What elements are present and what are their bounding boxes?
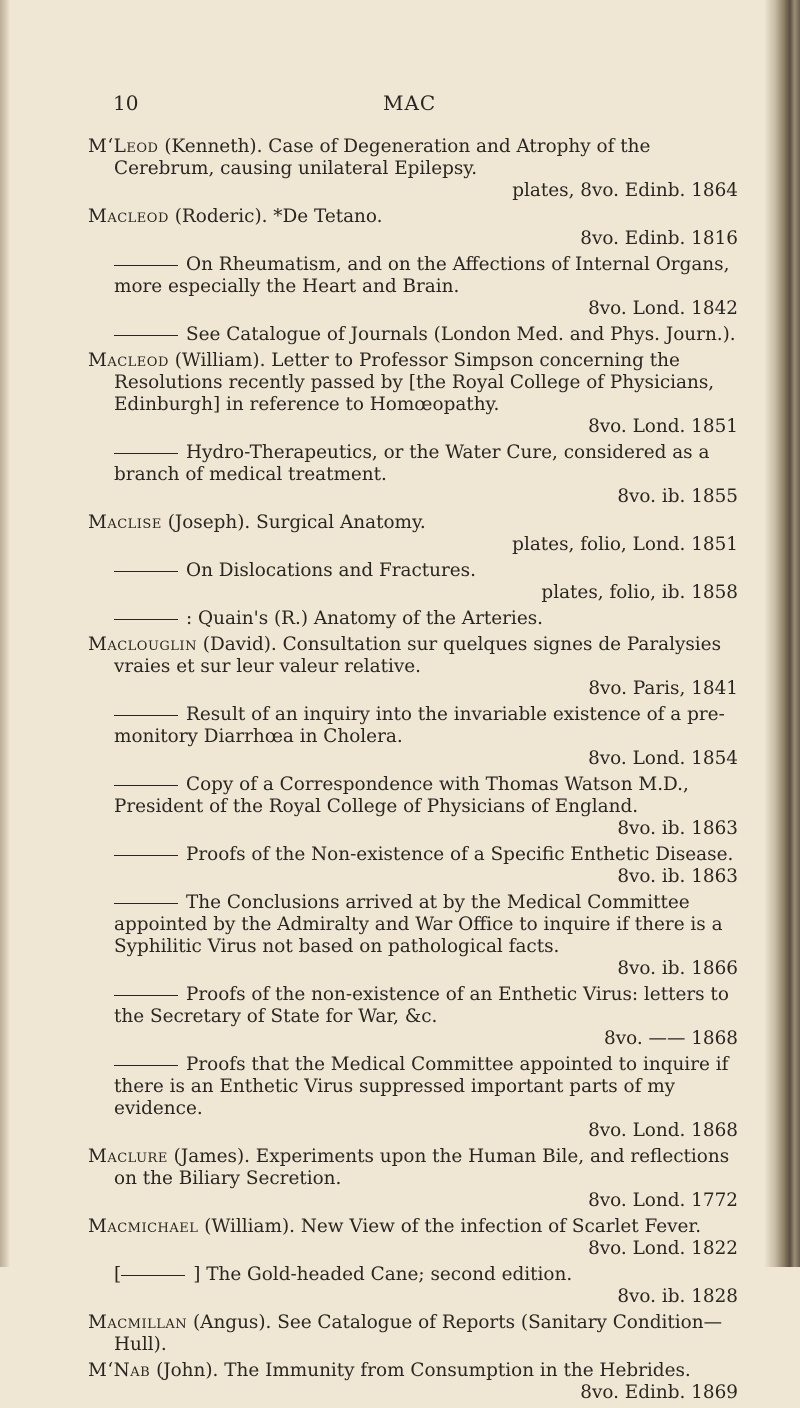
entry-title: On Dislocations and Fractures. [186,560,476,581]
author-name: M‘Nab [88,1360,151,1381]
author-name: M‘Leod [88,136,159,157]
catalogue-entry [88,512,738,556]
ditto-rule [121,1275,185,1276]
running-head: MAC [383,91,437,115]
entry-title: (John). The Immunity from Consumption in the Hebrides. [150,1360,691,1381]
catalogue-page [88,92,738,1408]
imprint: plates, 8vo. Edinb. 1864 [512,180,738,201]
author-name: Maclure [88,1146,168,1167]
ditto-rule [114,785,178,786]
catalogue-entry [88,1054,738,1142]
bracket-open: [ [114,1264,122,1285]
author-name: Macleod [88,206,169,227]
catalogue-entry [88,844,738,888]
entry-title: Hydro-Therapeutics, or the Water Cure, considered as a branch of medical treatment. [114,442,710,485]
entry-title: ] The Gold-headed Cane; second edition. [193,1264,573,1285]
page-header [88,92,738,122]
author-name: Macmillan [88,1312,188,1333]
author-name: Macmichael [88,1216,199,1237]
entry-title: (James). Experiments upon the Human Bile, and reflections on the Biliary Secretion. [114,1146,730,1189]
entry-title: Proofs of the Non-existence of a Specific Enthetic Disease. [186,844,734,865]
catalogue-entry [88,1360,738,1404]
imprint: plates, folio, ib. 1858 [541,582,738,603]
author-name: Macleod [88,350,169,371]
entry-title: Copy of a Correspondence with Thomas Watson M.D., President of the Royal College of Physicians of England. [114,774,689,817]
entry-title: (Roderic). *De Tetano. [168,206,383,227]
imprint: 8vo. ib. 1855 [617,486,738,507]
ditto-rule [114,995,178,996]
imprint: 8vo. ib. 1863 [617,818,738,839]
imprint: 8vo. ib. 1863 [617,866,738,887]
entry-title: The Conclusions arrived at by the Medical Committee appointed by the Admiralty and War Office to inquire if there is a Syphilitic Virus not based on pathological facts. [114,892,723,957]
catalogue-entry [88,1146,738,1212]
entry-title: (Joseph). Surgical Anatomy. [161,512,426,533]
imprint: plates, folio, Lond. 1851 [512,534,738,555]
ditto-rule [114,1065,178,1066]
imprint: 8vo. Lond. 1822 [588,1238,738,1259]
entry-title: Proofs of the non-existence of an Enthetic Virus: letters to the Secretary of State for War, &c. [114,984,729,1027]
catalogue-entry [88,560,738,604]
imprint: 8vo. Paris, 1841 [588,678,738,699]
entry-title: Result of an inquiry into the invariable existence of a pre-monitory Diarrhœa in Cholera. [114,704,725,747]
catalogue-entry [88,1264,738,1308]
catalogue-entry [88,350,738,438]
entry-title: (Angus). See Catalogue of Reports (Sanitary Condition—Hull). [114,1312,722,1355]
ditto-rule [114,903,178,904]
page-gutter-shadow [0,0,10,1267]
catalogue-entry [88,634,738,700]
catalogue-entry [88,254,738,320]
imprint: 8vo. Lond. 1851 [588,416,738,437]
imprint: 8vo. ib. 1866 [617,958,738,979]
catalogue-entry [88,774,738,840]
imprint: 8vo. —— 1868 [604,1028,738,1049]
catalogue-entry [88,1216,738,1260]
ditto-rule [114,715,178,716]
imprint: 8vo. Edinb. 1869 [580,1382,738,1403]
catalogue-entry [88,892,738,980]
catalogue-entry [88,136,738,202]
entry-title: See Catalogue of Journals (London Med. and Phys. Journ.). [186,324,736,345]
entry-title: Proofs that the Medical Committee appointed to inquire if there is an Enthetic Virus suppressed important parts of my evidence. [114,1054,729,1119]
catalogue-entry [88,984,738,1050]
catalogue-entry [88,442,738,508]
author-name: Maclouglin [88,634,197,655]
ditto-rule [114,619,178,620]
ditto-rule [114,855,178,856]
catalogue-entry [88,324,738,346]
entry-list [88,136,738,1404]
imprint: 8vo. ib. 1828 [617,1286,738,1307]
entry-title: (William). New View of the infection of Scarlet Fever. [198,1216,702,1237]
catalogue-entry [88,608,738,630]
ditto-rule [114,265,178,266]
ditto-rule [114,571,178,572]
entry-title: (Kenneth). Case of Degeneration and Atrophy of the Cerebrum, causing unilateral Epilepsy. [114,136,651,179]
entry-title: On Rheumatism, and on the Affections of Internal Organs, more especially the Heart and Brain. [114,254,730,297]
page-number: 10 [113,91,139,115]
catalogue-entry [88,1312,738,1356]
imprint: 8vo. Lond. 1868 [588,1120,738,1141]
imprint: 8vo. Lond. 1842 [588,298,738,319]
imprint: 8vo. Lond. 1854 [588,748,738,769]
entry-title: (David). Consultation sur quelques signes de Paralysies vraies et sur leur valeur relative. [114,634,722,677]
page-edge-binding [764,0,800,1267]
catalogue-entry [88,704,738,770]
imprint: 8vo. Lond. 1772 [588,1190,738,1211]
author-name: Maclise [88,512,162,533]
catalogue-entry [88,206,738,250]
imprint: 8vo. Edinb. 1816 [580,228,738,249]
ditto-rule [114,453,178,454]
entry-title: (William). Letter to Professor Simpson concerning the Resolutions recently passed by [the Royal College of Physicians, Edinburgh] in reference to Homœopathy. [114,350,715,415]
entry-title: : Quain's (R.) Anatomy of the Arteries. [186,608,543,629]
ditto-rule [114,335,178,336]
